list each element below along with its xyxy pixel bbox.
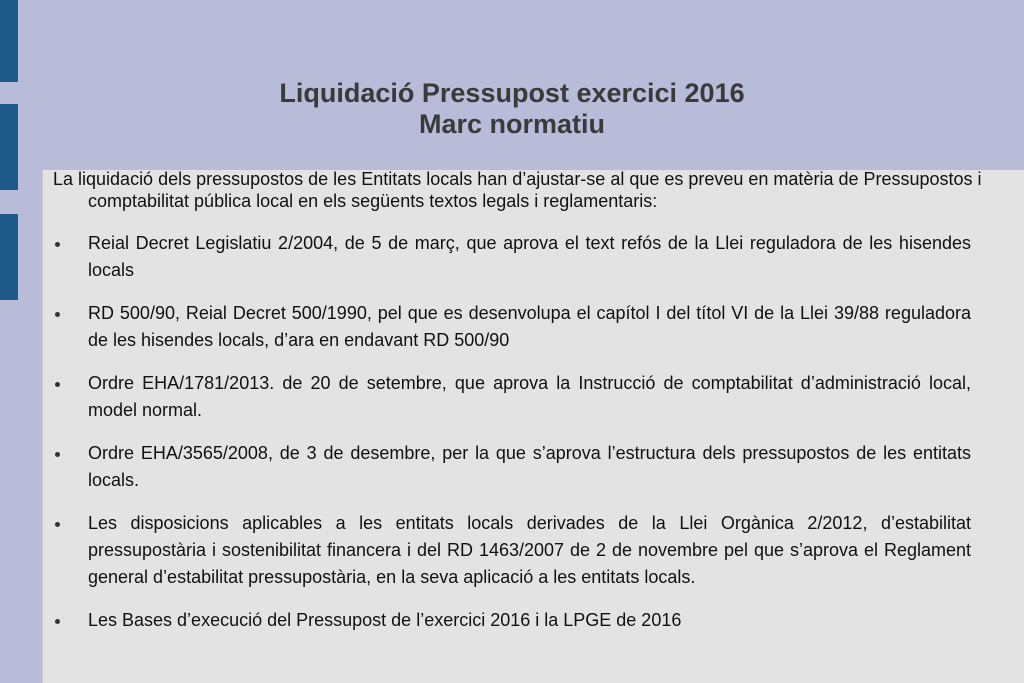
slide-title: [42, 78, 982, 140]
accent-bar-bottom: [0, 214, 18, 300]
list-item-text: Ordre EHA/1781/2013. de 20 de setembre, que aprova la Instrucció de comptabilitat d’administració local, model normal.: [88, 373, 971, 420]
list-item-text: Les disposicions aplicables a les entitats locals derivades de la Llei Orgànica 2/2012, d’estabilitat pressupostària i sostenibilitat financera i del RD 1463/2007 de 2 de novembre pel que s’aprova el Reglament general d’estabilitat pressupostària, en la seva aplicació a les entitats locals.: [88, 513, 971, 587]
list-item-text: Reial Decret Legislatiu 2/2004, de 5 de març, que aprova el text refós de la Llei reguladora de les hisendes locals: [88, 233, 971, 280]
bullet-icon: [55, 242, 60, 247]
list-item: [53, 300, 971, 354]
intro-paragraph: La liquidació dels pressupostos de les Entitats locals han d’ajustar-se al que es preveu en matèria de Pressupostos i comptabilitat pública local en els següents textos legals i reglamentaris:: [53, 169, 982, 211]
bullet-icon: [55, 522, 60, 527]
list-item: [53, 510, 971, 591]
bullet-list: [53, 230, 971, 650]
list-item: [53, 440, 971, 494]
list-item-text: Les Bases d’execució del Pressupost de l’exercici 2016 i la LPGE de 2016: [88, 610, 682, 630]
list-item-text: RD 500/90, Reial Decret 500/1990, pel que es desenvolupa el capítol I del títol VI de la Llei 39/88 reguladora de les hisendes locals, d’ara en endavant RD 500/90: [88, 303, 971, 350]
bullet-icon: [55, 312, 60, 317]
bullet-icon: [55, 452, 60, 457]
title-line-1: Liquidació Pressupost exercici 2016: [279, 78, 745, 108]
list-item: [53, 370, 971, 424]
accent-bar-middle: [0, 104, 18, 190]
list-item-text: Ordre EHA/3565/2008, de 3 de desembre, per la que s’aprova l’estructura dels pressupostos de les entitats locals.: [88, 443, 971, 490]
list-item: [53, 230, 971, 284]
list-item: [53, 607, 971, 634]
left-band: [0, 0, 42, 683]
title-line-2: Marc normatiu: [418, 109, 606, 139]
bullet-icon: [55, 619, 60, 624]
bullet-icon: [55, 382, 60, 387]
accent-bar-top: [0, 0, 18, 82]
